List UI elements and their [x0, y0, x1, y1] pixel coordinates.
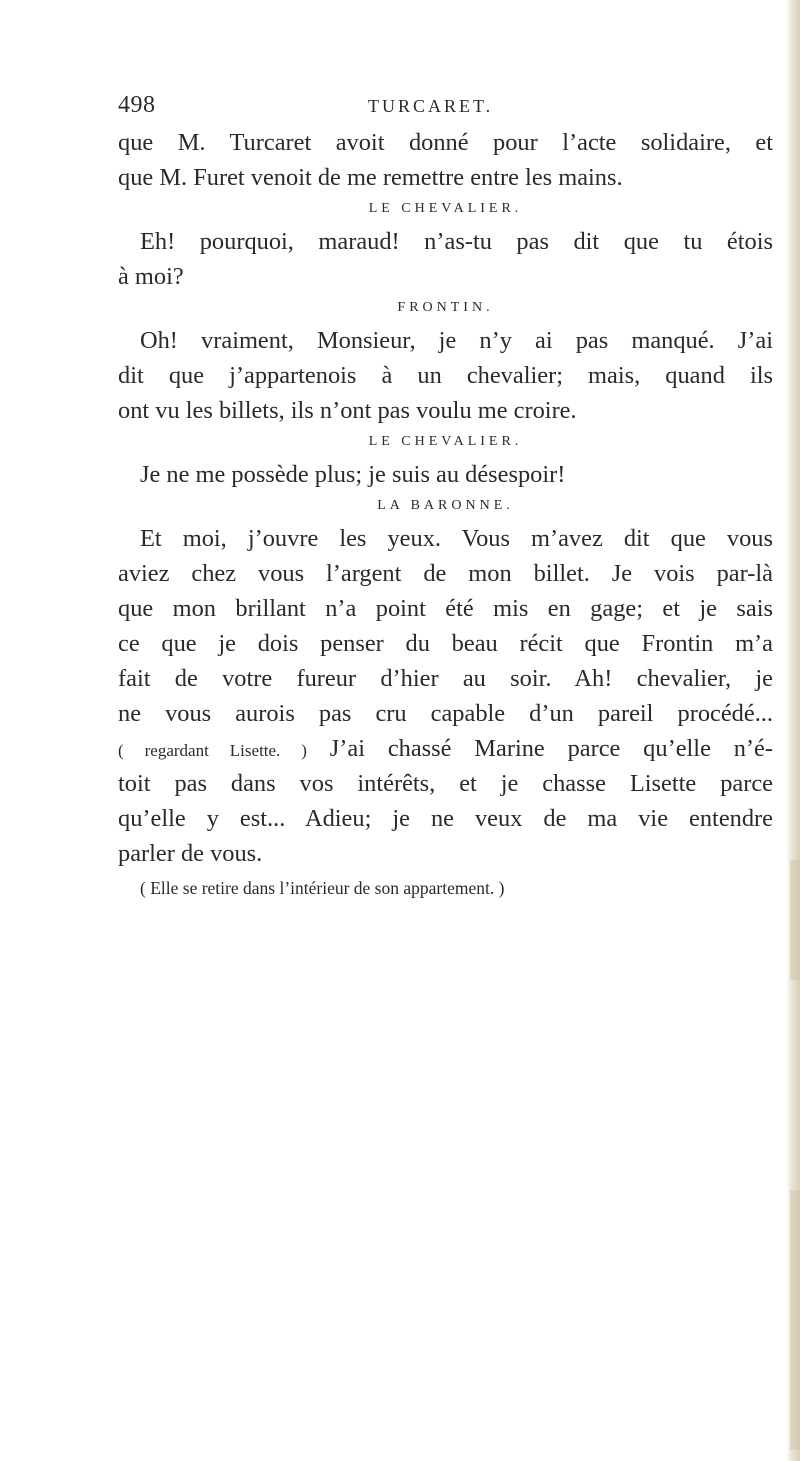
- stage-direction: ( Elle se retire dans l’intérieur de son appartement. ): [140, 878, 505, 898]
- running-title: TURCARET.: [368, 96, 494, 116]
- text-fragment: J’ai chassé Marine parce qu’elle n’é-: [306, 735, 773, 762]
- text-line: ont vu les billets, ils n’ont pas voulu me croire.: [118, 397, 577, 424]
- text-line: que mon brillant n’a point été mis en gage; et je sais: [118, 595, 773, 622]
- text-line: Eh! pourquoi, maraud! n’as-tu pas dit que tu étois: [140, 228, 773, 255]
- text-line: dit que j’appartenois à un chevalier; mais, quand ils: [118, 362, 773, 389]
- text-line: que M. Turcaret avoit donné pour l’acte solidaire, et: [118, 129, 773, 156]
- text-line: à moi?: [118, 263, 184, 290]
- text-line: fait de votre fureur d’hier au soir. Ah! chevalier, je: [118, 665, 773, 692]
- text-line: Et moi, j’ouvre les yeux. Vous m’avez dit que vous: [140, 525, 773, 552]
- stage-direction-inline: ( regardant Lisette. ): [118, 741, 307, 760]
- text-line: que M. Furet venoit de me remettre entre les mains.: [118, 164, 623, 191]
- text-line: Oh! vraiment, Monsieur, je n’y ai pas manqué. J’ai: [140, 327, 773, 354]
- text-line: toit pas dans vos intérêts, et je chasse Lisette parce: [118, 770, 773, 797]
- speaker-name: LA BARONNE.: [377, 498, 514, 513]
- speaker-name: LE CHEVALIER.: [368, 201, 523, 216]
- page-edge-stain: [790, 860, 800, 980]
- text-line: ce que je dois penser du beau récit que Frontin m’a: [118, 630, 773, 657]
- text-line: parler de vous.: [118, 840, 263, 867]
- text-line: aviez chez vous l’argent de mon billet. Je vois par-là: [118, 560, 773, 587]
- text-line: qu’elle y est... Adieu; je ne veux de ma vie entendre: [118, 805, 773, 832]
- page-header: [118, 92, 678, 122]
- text-line: ne vous aurois pas cru capable d’un pareil procédé...: [118, 700, 773, 727]
- page-number: 498: [118, 92, 156, 118]
- text-line: [118, 731, 773, 766]
- speaker-name: FRONTIN.: [397, 300, 494, 315]
- play-text: [118, 125, 773, 903]
- speaker-name: LE CHEVALIER.: [368, 434, 523, 449]
- page-edge-stain: [790, 1190, 800, 1450]
- text-line: Je ne me possède plus; je suis au désespoir!: [140, 461, 566, 488]
